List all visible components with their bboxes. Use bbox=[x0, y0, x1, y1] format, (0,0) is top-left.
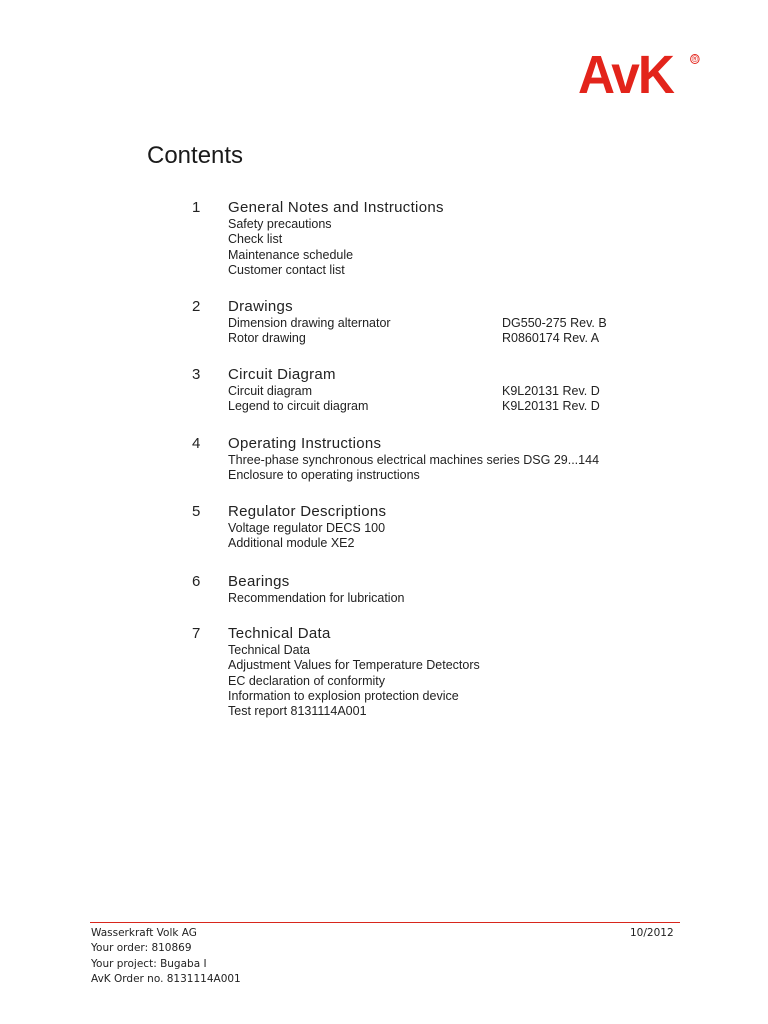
footer-line: Your order: 810869 bbox=[91, 942, 192, 955]
avk-logo bbox=[578, 45, 698, 105]
section-number: 4 bbox=[192, 435, 201, 452]
section-heading: Circuit Diagram bbox=[228, 366, 336, 383]
footer-line: Wasserkraft Volk AG bbox=[91, 927, 197, 939]
toc-item: Test report 8131114A001 bbox=[228, 704, 367, 719]
section-heading: Operating Instructions bbox=[228, 435, 382, 452]
toc-item: Rotor drawing bbox=[228, 331, 306, 346]
toc-item: Check list bbox=[228, 232, 283, 247]
section-number: 5 bbox=[192, 503, 201, 520]
section-number: 1 bbox=[192, 199, 201, 216]
toc-item: Customer contact list bbox=[228, 262, 345, 277]
toc-item: Voltage regulator DECS 100 bbox=[228, 521, 386, 535]
toc-item: Safety precautions bbox=[228, 217, 332, 231]
section-number: 2 bbox=[192, 298, 201, 315]
logo-text: AvK bbox=[578, 45, 674, 105]
toc-item: Recommendation for lubrication bbox=[228, 591, 405, 605]
footer-line: Your project: Bugaba I bbox=[91, 957, 207, 970]
footer-date: 10/2012 bbox=[630, 927, 674, 939]
section-number: 3 bbox=[192, 366, 201, 383]
toc-item: EC declaration of conformity bbox=[228, 673, 386, 688]
toc-item: Dimension drawing alternator bbox=[228, 316, 391, 330]
registered-mark-icon: ® bbox=[691, 53, 698, 64]
toc-item: Additional module XE2 bbox=[228, 536, 355, 551]
toc-item: Technical Data bbox=[228, 643, 310, 657]
section-heading: Bearings bbox=[228, 573, 290, 590]
toc-item-reference: R0860174 Rev. A bbox=[502, 331, 600, 346]
section-heading: Drawings bbox=[228, 298, 293, 315]
toc-item: Legend to circuit diagram bbox=[228, 399, 369, 414]
footer-line: AvK Order no. 8131114A001 bbox=[91, 972, 241, 985]
toc-item-reference: K9L20131 Rev. D bbox=[502, 399, 600, 414]
section-number: 6 bbox=[192, 573, 201, 590]
toc-item: Information to explosion protection device bbox=[228, 688, 459, 703]
toc-item: Enclosure to operating instructions bbox=[228, 468, 420, 483]
section-heading: General Notes and Instructions bbox=[228, 199, 444, 216]
section-number: 7 bbox=[192, 625, 201, 642]
toc-item: Maintenance schedule bbox=[228, 247, 354, 262]
section-heading: Technical Data bbox=[228, 625, 331, 642]
toc-item: Circuit diagram bbox=[228, 384, 313, 398]
toc-item-reference: DG550-275 Rev. B bbox=[502, 316, 607, 330]
page-title: Contents bbox=[147, 142, 244, 169]
footer-divider bbox=[90, 922, 680, 923]
toc-item: Three-phase synchronous electrical machines series DSG 29...144 bbox=[228, 453, 600, 467]
toc-item-reference: K9L20131 Rev. D bbox=[502, 384, 600, 398]
section-heading: Regulator Descriptions bbox=[228, 503, 387, 520]
toc-item: Adjustment Values for Temperature Detectors bbox=[228, 658, 480, 673]
